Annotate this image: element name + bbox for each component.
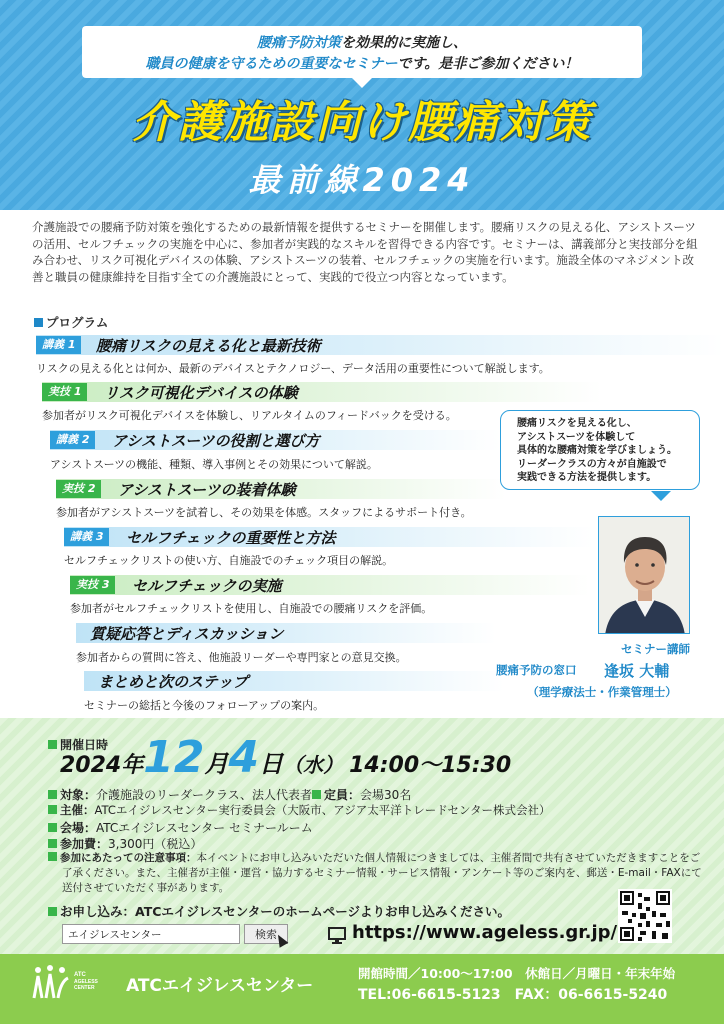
notice-text: 本イベントにお申し込みいただいた個人情報につきましては、主催者間で共有させていただきますことをご了承ください。また、主催者が主催・運営・協力するセミナー情報・サービス情報・アンケート等のご案内を、郵送・E-mail・FAXにて送付させていただく事があります。 — [62, 852, 702, 894]
header-banner — [0, 0, 724, 210]
venue-row — [48, 819, 313, 836]
program-desc-2: 参加者がリスク可視化デバイスを体験し、リアルタイムのフィードバックを受ける。 — [42, 409, 457, 422]
apply-row — [48, 902, 510, 920]
bubble-line-5: 実践できる方法を提供します。 — [517, 472, 657, 483]
square-bullet-icon — [48, 907, 57, 916]
program-tag-1: 講義 1 — [36, 336, 81, 354]
bubble-line-3: 具体的な腰痛対策を学びましょう。 — [517, 445, 677, 456]
lead-line-1 — [82, 32, 642, 52]
fee-value: 3,300円（税込） — [108, 837, 203, 851]
target-label: 対象： — [60, 788, 97, 802]
lead-box — [82, 26, 642, 78]
square-bullet-icon — [48, 823, 57, 832]
program-desc-1: リスクの見える化とは何か、最新のデバイスとテクノロジー、データ活用の重要性について解説します。 — [36, 362, 550, 375]
capacity-row — [312, 786, 411, 803]
footer-org-name: ATCエイジレスセンター — [126, 976, 314, 996]
program-tag-4: 実技 2 — [56, 480, 101, 498]
event-month: 12 — [143, 732, 205, 783]
lead-text-2: です。是非ご参加ください！ — [397, 56, 579, 72]
venue-value: ATCエイジレスセンター セミナールーム — [96, 821, 313, 835]
page-title: 介護施設向け腰痛対策 — [132, 97, 592, 148]
lead-line-2 — [82, 53, 642, 73]
page-subtitle: 最前線2024 — [248, 161, 476, 199]
event-datetime — [60, 732, 511, 783]
program-desc-3: アシストスーツの機能、種類、導入事例とその効果について解説。 — [50, 458, 378, 471]
logo-text-3: CENTER — [74, 985, 95, 991]
monitor-icon — [328, 926, 346, 944]
program-title-4: アシストスーツの装着体験 — [118, 481, 296, 499]
target-row — [48, 786, 312, 803]
square-bullet-icon — [48, 852, 57, 861]
ageless-center-logo-icon — [30, 962, 120, 1006]
speaker-name: 逢坂 大輔 — [604, 662, 670, 680]
event-time: 14:00〜15:30 — [349, 753, 512, 778]
program-title-1: 腰痛リスクの見える化と最新技術 — [96, 337, 321, 355]
search-button[interactable]: 検索 — [244, 924, 288, 944]
host-value: ATCエイジレスセンター実行委員会（大阪市、アジア太平洋トレードセンター株式会社） — [94, 803, 551, 817]
host-label: 主催： — [60, 803, 95, 817]
host-row — [48, 802, 551, 818]
qr-code-icon — [618, 889, 672, 943]
program-desc-6: 参加者がセルフチェックリストを使用し、自施設での腰痛リスクを評価。 — [70, 602, 433, 615]
notice-block — [62, 851, 702, 896]
square-bullet-icon — [312, 790, 321, 799]
program-title-5: セルフチェックの重要性と方法 — [126, 529, 336, 547]
bubble-line-4: リーダークラスの方々が自施設で — [517, 458, 667, 470]
footer-contact: TEL:06-6615-5123 FAX：06-6615-5240 — [358, 987, 668, 1003]
program-desc-4: 参加者がアシストスーツを試着し、その効果を体感。スタッフによるサポート付き。 — [56, 506, 472, 519]
event-day: 4 — [228, 732, 260, 783]
lead-highlight-2: 職員の健康を守るための重要なセミナー — [145, 56, 398, 72]
speech-bubble — [500, 410, 700, 490]
program-tag-5: 講義 3 — [64, 528, 109, 546]
square-bullet-icon — [48, 740, 57, 749]
event-year: 2024年 — [60, 753, 144, 778]
lead-text-1: を効果的に実施し、 — [341, 35, 467, 51]
event-weekday: （水） — [283, 753, 344, 777]
footer-hours: 開館時間／10:00〜17:00 休館日／月曜日・年末年始 — [358, 966, 676, 981]
program-desc-5: セルフチェックリストの使い方、自施設でのチェック項目の解説。 — [64, 554, 394, 567]
capacity-label: 定員： — [324, 788, 361, 802]
speaker-portrait-icon — [599, 517, 690, 634]
target-value: 介護施設のリーダークラス、法人代表者 — [96, 788, 313, 802]
logo-text-2: AGELESS — [74, 979, 98, 985]
square-bullet-icon — [48, 805, 57, 814]
program-title-6: セルフチェックの実施 — [132, 577, 282, 595]
square-bullet-icon — [34, 318, 43, 327]
notice-label: 参加にあたっての注意事項： — [60, 852, 197, 864]
speaker-qualification: （理学療法士・作業管理士） — [527, 685, 677, 699]
bubble-line-2: アシストスーツを体験して — [517, 431, 636, 443]
fee-label: 参加費： — [60, 837, 109, 851]
square-bullet-icon — [48, 790, 57, 799]
program-desc-8: セミナーの総括と今後のフォローアップの案内。 — [84, 699, 325, 712]
event-day-unit: 日 — [259, 750, 284, 778]
program-title-2: リスク可視化デバイスの体験 — [104, 384, 298, 402]
program-title-8: まとめと次のステップ — [98, 673, 248, 691]
capacity-value: 会場30名 — [360, 788, 412, 802]
program-tag-3: 講義 2 — [50, 431, 95, 449]
square-bullet-icon — [48, 839, 57, 848]
program-heading-label: プログラム — [46, 315, 109, 330]
program-desc-7: 参加者からの質問に答え、他施設リーダーや専門家との意見交換。 — [76, 651, 407, 664]
apply-label: お申し込み： — [60, 904, 136, 919]
bubble-line-1: 腰痛リスクを見える化し、 — [517, 418, 637, 429]
search-input[interactable] — [62, 924, 240, 944]
program-tag-2: 実技 1 — [42, 383, 87, 401]
fee-row — [48, 835, 202, 852]
lead-highlight-1: 腰痛予防対策 — [257, 35, 341, 51]
speaker-role: セミナー講師 — [621, 642, 690, 656]
speaker-photo — [598, 516, 690, 634]
event-month-unit: 月 — [204, 750, 229, 778]
program-heading — [34, 313, 108, 331]
program-title-7: 質疑応答とディスカッション — [90, 625, 284, 643]
speaker-org: 腰痛予防の窓口 — [496, 663, 577, 677]
date-label-text: 開催日時 — [60, 738, 109, 752]
program-title-3: アシストスーツの役割と選び方 — [112, 432, 320, 450]
intro-text: 介護施設での腰痛予防対策を強化するための最新情報を提供するセミナーを開催します。腰痛リスクの見える化、アシストスーツの活用、セルフチェックの実施を中心に、参加者が実践的なスキルを習得できる内容です。セミナーは、講義部分と実技部分を組み合わせ、リスク可視化デバイスの体験、アシストスーツの装着、セルフチェックの実施を行います。施設全体のマネジメント改善と職員の健康維持を目指す全ての介護施設にとって、実践的で役立つ内容となっています。 — [32, 220, 698, 284]
website-url-link[interactable]: https://www.ageless.gr.jp/ — [352, 922, 618, 943]
apply-text: ATCエイジレスセンターのホームページよりお申し込みください。 — [135, 904, 510, 919]
venue-label: 会場： — [60, 821, 97, 835]
logo-text-1: ATC — [74, 972, 86, 978]
program-tag-6: 実技 3 — [70, 576, 115, 594]
